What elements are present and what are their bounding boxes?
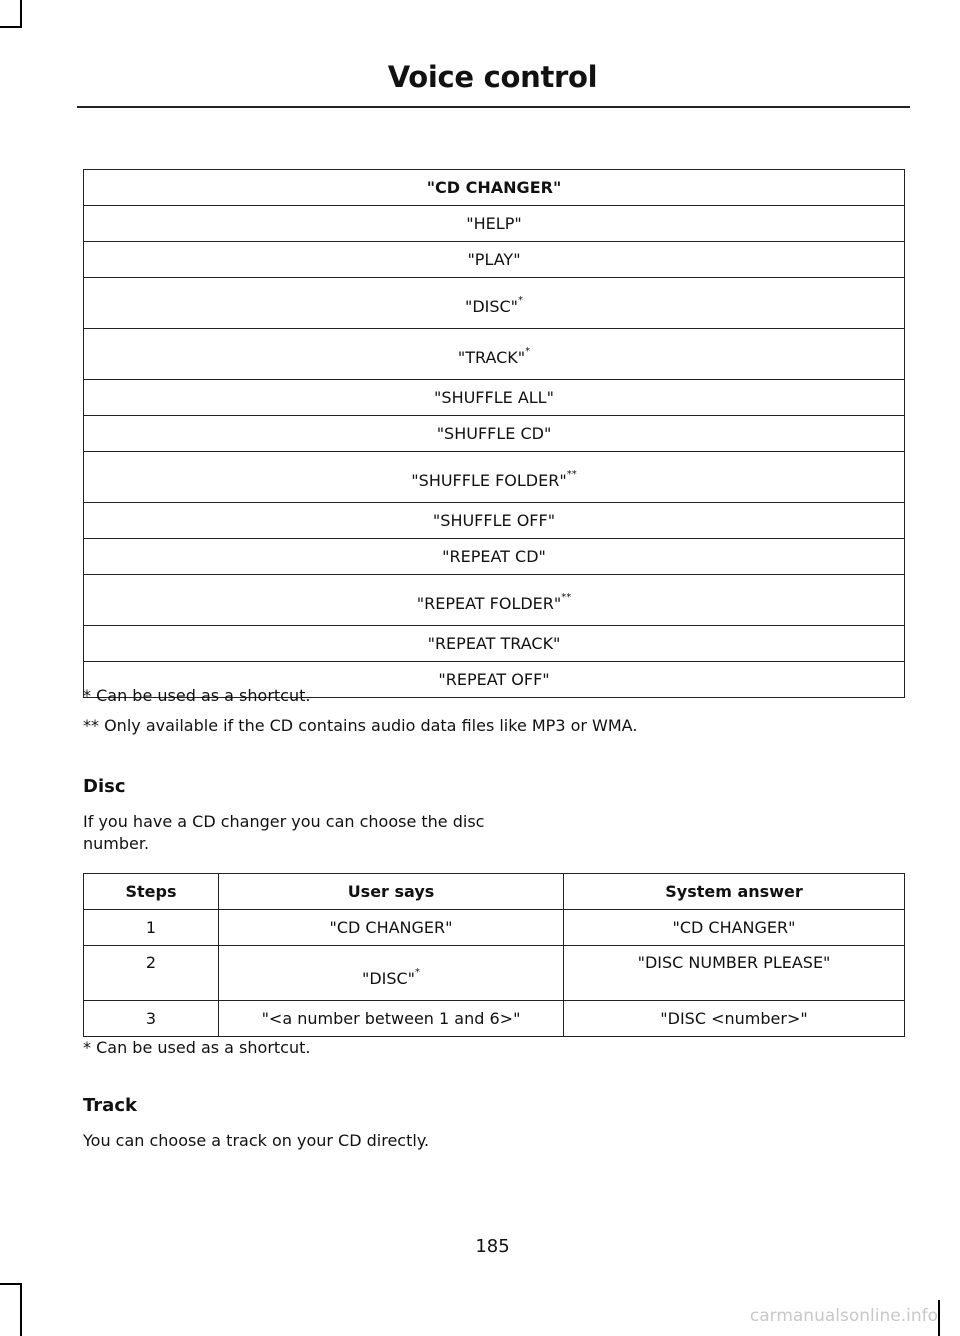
command-text: "PLAY"	[467, 250, 521, 269]
system-answer-cell: "DISC NUMBER PLEASE"	[564, 946, 905, 1001]
command-cell	[84, 329, 905, 380]
crop-mark-bottom-left-vertical	[20, 1283, 22, 1336]
track-heading: Track	[83, 1095, 137, 1116]
audio-files-footnote: ** Only available if the CD contains audio data files like MP3 or WMA.	[83, 716, 638, 735]
crop-mark-bottom-right-vertical	[938, 1300, 940, 1336]
step-number: 1	[84, 910, 219, 946]
crop-mark-top-left-horizontal	[0, 26, 22, 28]
disc-heading: Disc	[83, 776, 126, 797]
table-row	[84, 329, 905, 380]
table-header-row	[84, 170, 905, 206]
voice-command-table	[83, 169, 905, 698]
steps-shortcut-footnote: * Can be used as a shortcut.	[83, 1038, 311, 1057]
footnote-mark: *	[415, 967, 421, 979]
command-text: "REPEAT CD"	[442, 547, 546, 566]
user-says-cell	[219, 1001, 564, 1037]
steps-header: Steps	[84, 874, 219, 910]
command-cell	[84, 416, 905, 452]
command-text: "REPEAT FOLDER"	[416, 593, 562, 613]
command-cell	[84, 278, 905, 329]
system-answer-cell: "DISC <number>"	[564, 1001, 905, 1037]
table-row	[84, 539, 905, 575]
step-number: 3	[84, 1001, 219, 1037]
user-says-text: "CD CHANGER"	[329, 918, 453, 937]
table-row	[84, 575, 905, 626]
table-row	[84, 910, 905, 946]
command-text: "TRACK"	[457, 347, 526, 367]
table-row	[84, 452, 905, 503]
step-number: 2	[84, 946, 219, 1001]
header-divider	[77, 106, 910, 108]
command-cell	[84, 539, 905, 575]
table-row	[84, 242, 905, 278]
table-row	[84, 278, 905, 329]
system-answer-cell: "CD CHANGER"	[564, 910, 905, 946]
command-text: "REPEAT OFF"	[438, 670, 550, 689]
user-says-text: "<a number between 1 and 6>"	[261, 1009, 521, 1028]
user-says-cell	[219, 910, 564, 946]
table-row	[84, 946, 905, 1001]
command-text: "SHUFFLE ALL"	[434, 388, 554, 407]
command-cell	[84, 575, 905, 626]
table-header-row	[84, 874, 905, 910]
table-row	[84, 206, 905, 242]
command-cell	[84, 206, 905, 242]
crop-mark-bottom-left-horizontal	[0, 1283, 22, 1285]
footnote-mark: *	[525, 346, 531, 358]
command-cell	[84, 503, 905, 539]
watermark-text: carmanualsonline.info	[749, 1306, 938, 1326]
footnote-mark: **	[561, 592, 572, 604]
crop-mark-top-left-vertical	[20, 0, 22, 28]
table-row	[84, 416, 905, 452]
disc-description: If you have a CD changer you can choose the disc number.	[83, 812, 485, 853]
user-says-header: User says	[219, 874, 564, 910]
disc-steps-table	[83, 873, 905, 1037]
table-row	[84, 1001, 905, 1037]
command-text: "SHUFFLE OFF"	[432, 511, 556, 530]
command-cell	[84, 452, 905, 503]
table-row	[84, 380, 905, 416]
command-text: "DISC"	[464, 296, 519, 316]
user-says-cell	[219, 946, 564, 1001]
command-text: "HELP"	[466, 214, 522, 233]
footnote-mark: **	[566, 469, 577, 481]
table-title-cell: "CD CHANGER"	[84, 170, 905, 206]
shortcut-footnote: * Can be used as a shortcut.	[83, 686, 311, 705]
command-text: "REPEAT TRACK"	[427, 634, 561, 653]
footnote-mark: *	[518, 295, 524, 307]
command-cell	[84, 380, 905, 416]
command-cell	[84, 242, 905, 278]
user-says-text: "DISC"	[361, 968, 416, 988]
table-row	[84, 503, 905, 539]
command-text: "SHUFFLE FOLDER"	[411, 470, 567, 490]
command-text: "SHUFFLE CD"	[436, 424, 552, 443]
table-row	[84, 626, 905, 662]
page-number: 185	[475, 1236, 510, 1257]
track-description: You can choose a track on your CD directly.	[83, 1131, 430, 1150]
system-answer-header: System answer	[564, 874, 905, 910]
page-title: Voice control	[387, 60, 598, 94]
command-cell	[84, 626, 905, 662]
